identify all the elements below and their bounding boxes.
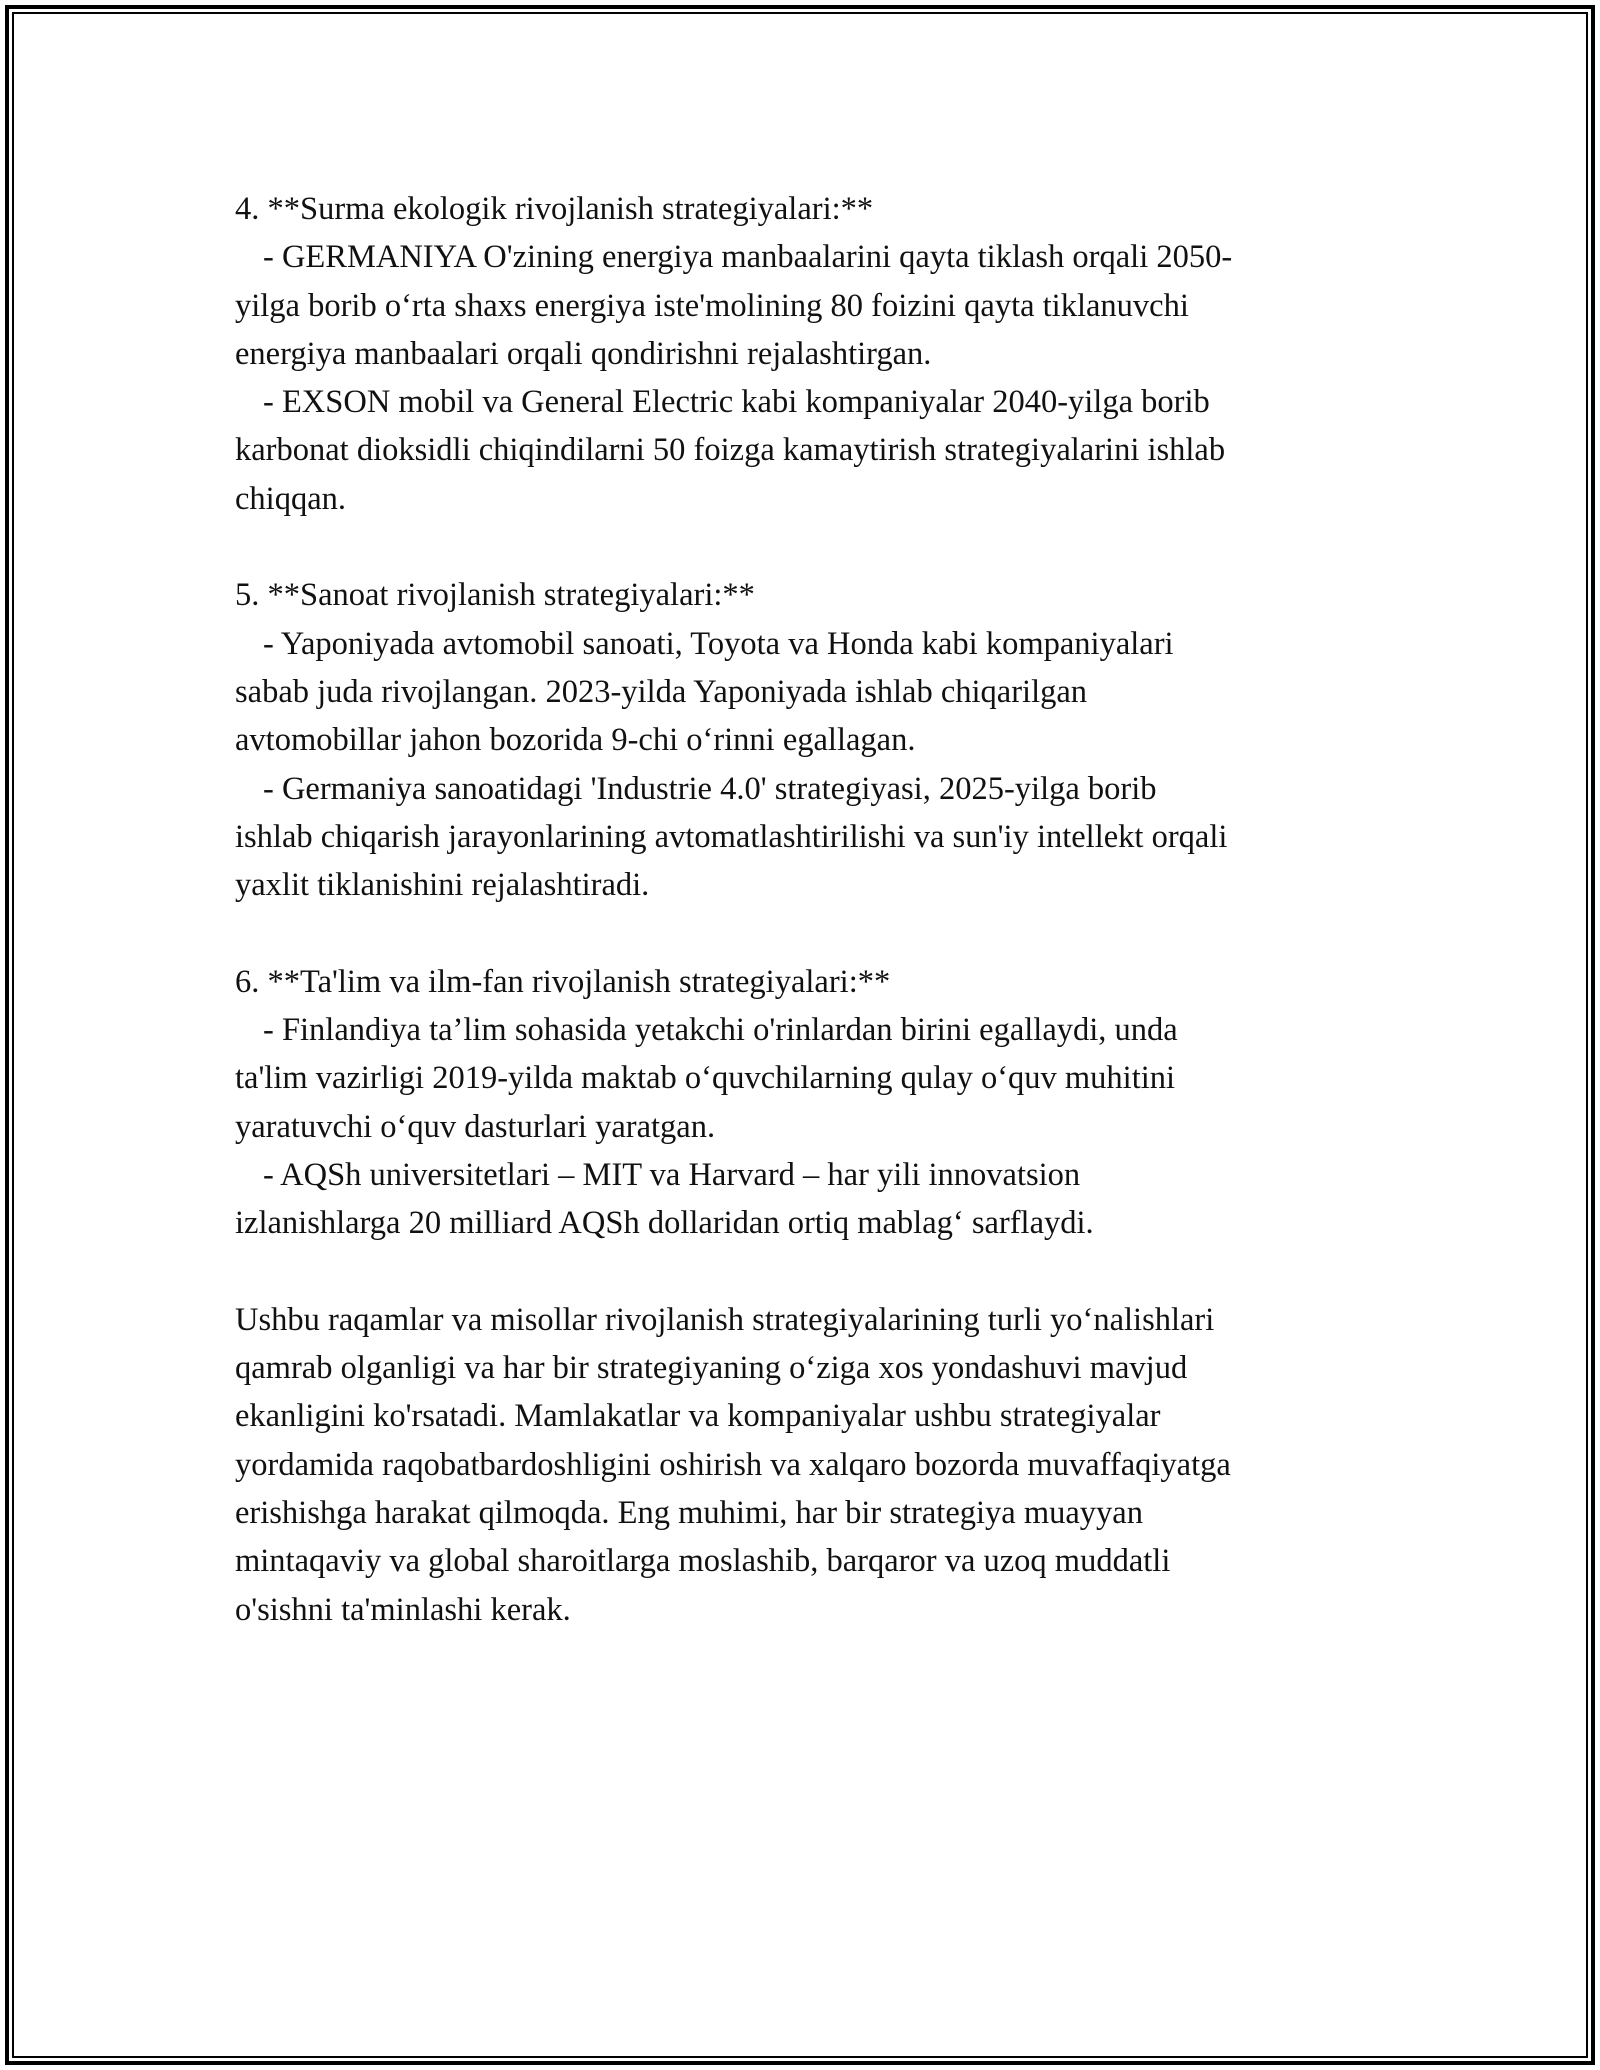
conclusion-paragraph	[235, 1296, 1375, 1634]
text-line: avtomobillar jahon bozorida 9-chi o‘rinni egallagan.	[235, 722, 916, 759]
text-line: chiqqan.	[235, 480, 347, 517]
text-line: energiya manbaalari orqali qondirishni rejalashtirgan.	[235, 335, 932, 372]
text-line: yilga borib o‘rta shaxs energiya iste'molining 80 foizini qayta tiklanuvchi	[235, 287, 1189, 324]
text-line: - Yaponiyada avtomobil sanoati, Toyota va Honda kabi kompaniyalari	[263, 625, 1174, 662]
text-line: o'sishni ta'minlashi kerak.	[235, 1591, 571, 1628]
text-line: - Finlandiya ta’lim sohasida yetakchi o'rinlardan birini egallaydi, unda	[263, 1012, 1178, 1049]
text-line: karbonat dioksidli chiqindilarni 50 foizga kamaytirish strategiyalarini ishlab	[235, 432, 1226, 469]
text-line: yordamida raqobatbardoshligini oshirish va xalqaro bozorda muvaffaqiyatga	[235, 1446, 1231, 1483]
text-line: mintaqaviy va global sharoitlarga moslashib, barqaror va uzoq muddatli	[235, 1543, 1171, 1580]
text-line: qamrab olganligi va har bir strategiyaning o‘ziga xos yondashuvi mavjud	[235, 1350, 1188, 1387]
text-line: ta'lim vazirligi 2019-yilda maktab o‘quvchilarning qulay o‘quv muhitini	[235, 1060, 1176, 1097]
section-6	[235, 958, 1375, 1248]
text-line: izlanishlarga 20 milliard AQSh dollaridan ortiq mablag‘ sarflaydi.	[235, 1205, 1094, 1242]
text-line: yaxlit tiklanishini rejalashtiradi.	[235, 867, 650, 904]
text-line: - Germaniya sanoatidagi 'Industrie 4.0' strategiyasi, 2025-yilga borib	[263, 770, 1157, 807]
text-line: erishishga harakat qilmoqda. Eng muhimi, har bir strategiya muayyan	[235, 1495, 1143, 1532]
text-line: ishlab chiqarish jarayonlarining avtomatlashtirilishi va sun'iy intellekt orqali	[235, 818, 1228, 855]
text-line: - AQSh universitetlari – MIT va Harvard – har yili innovatsion	[263, 1156, 1081, 1193]
section-heading: 6. **Ta'lim va ilm-fan rivojlanish strategiyalari:**	[235, 963, 891, 1000]
section-4	[235, 185, 1375, 523]
text-line: Ushbu raqamlar va misollar rivojlanish strategiyalarining turli yo‘nalishlari	[235, 1301, 1215, 1338]
text-line: yaratuvchi o‘quv dasturlari yaratgan.	[235, 1108, 716, 1145]
section-heading: 4. **Surma ekologik rivojlanish strategiyalari:**	[235, 191, 874, 227]
section-5	[235, 571, 1375, 909]
text-line: - GERMANIYA O'zining energiya manbaalarini qayta tiklash orqali 2050-	[263, 239, 1233, 276]
text-line: ekanligini ko'rsatadi. Mamlakatlar va kompaniyalar ushbu strategiyalar	[235, 1398, 1161, 1435]
section-heading: 5. **Sanoat rivojlanish strategiyalari:**	[235, 577, 755, 614]
text-line: sabab juda rivojlangan. 2023-yilda Yaponiyada ishlab chiqarilgan	[235, 673, 1088, 710]
document-body	[235, 185, 1375, 1634]
text-line: - EXSON mobil va General Electric kabi kompaniyalar 2040-yilga borib	[263, 384, 1210, 421]
